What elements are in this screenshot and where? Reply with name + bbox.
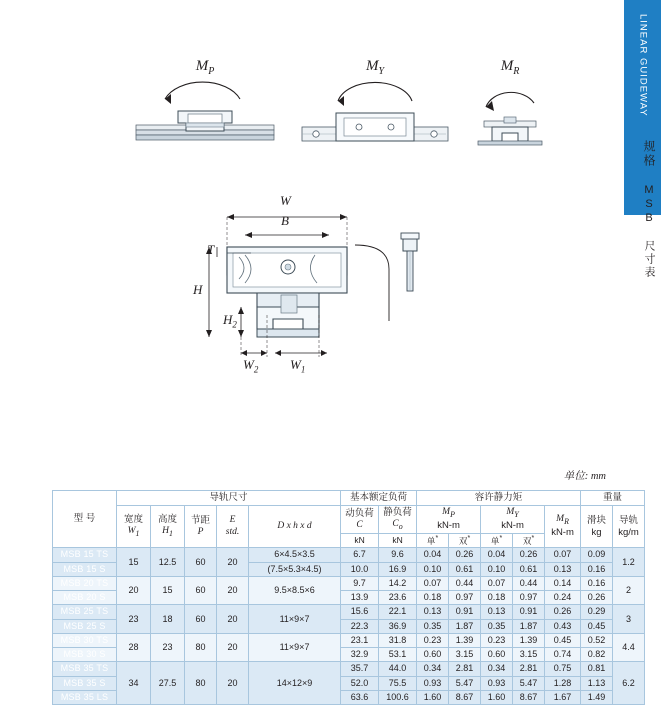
header-sta-unit: kN	[379, 534, 417, 548]
cell-width: 23	[117, 605, 151, 634]
header-static-load: 静负荷 $C_o$	[379, 506, 417, 534]
dim-label-w: W	[280, 193, 291, 208]
cell-my-single: 0.23	[481, 633, 513, 647]
cell-dhd: 11×9×7	[249, 605, 341, 634]
model-label: MSB 35 TS	[53, 662, 117, 676]
cell-width: 28	[117, 633, 151, 662]
cell-estd: 20	[217, 548, 249, 577]
cell-block-weight: 0.16	[581, 562, 613, 576]
cell-sta: 23.6	[379, 591, 417, 605]
cell-width: 20	[117, 576, 151, 605]
cell-pitch: 60	[185, 605, 217, 634]
cell-height: 15	[151, 576, 185, 605]
header-my: $M_Y$ kN-m	[481, 506, 545, 534]
cell-mp-single: 0.18	[417, 591, 449, 605]
dim-label-b: B	[281, 213, 289, 228]
header-mp-single: 单*	[417, 534, 449, 548]
dim-label-h2: $H_2$	[223, 312, 237, 330]
cell-my-single: 0.93	[481, 676, 513, 690]
cell-height: 27.5	[151, 662, 185, 705]
cell-mp-double: 2.81	[449, 662, 481, 676]
cell-rail-weight: 2	[613, 576, 645, 605]
cell-mp-double: 8.67	[449, 690, 481, 704]
cell-mr: 0.43	[545, 619, 581, 633]
cell-mr: 0.24	[545, 591, 581, 605]
cell-block-weight: 0.26	[581, 591, 613, 605]
cell-sta: 36.9	[379, 619, 417, 633]
cell-mp-double: 0.61	[449, 562, 481, 576]
cell-my-double: 5.47	[513, 676, 545, 690]
cell-my-double: 0.97	[513, 591, 545, 605]
model-label: MSB 25 TS	[53, 605, 117, 619]
cell-dhd: 9.5×8.5×6	[249, 576, 341, 605]
cell-mp-double: 0.44	[449, 576, 481, 590]
cell-my-single: 0.18	[481, 591, 513, 605]
spec-table-body	[53, 548, 645, 705]
cell-estd: 20	[217, 633, 249, 662]
table-row	[53, 605, 645, 619]
cell-mr: 1.67	[545, 690, 581, 704]
cell-mp-single: 0.93	[417, 676, 449, 690]
cell-mr: 0.13	[545, 562, 581, 576]
cell-mp-double: 1.87	[449, 619, 481, 633]
side-tab-text: LINEAR GUIDEWAY	[637, 14, 649, 117]
cell-mp-single: 0.34	[417, 662, 449, 676]
model-label: MSB 30 TS	[53, 633, 117, 647]
cell-rail-weight: 6.2	[613, 662, 645, 705]
cell-dyn: 32.9	[341, 648, 379, 662]
dim-label-t: T	[207, 242, 215, 257]
cell-dyn: 63.6	[341, 690, 379, 704]
cell-my-single: 0.10	[481, 562, 513, 576]
cell-mr: 0.26	[545, 605, 581, 619]
cell-rail-weight: 1.2	[613, 548, 645, 577]
model-label: MSB 35 LS	[53, 690, 117, 704]
table-row	[53, 633, 645, 647]
cell-block-weight: 0.09	[581, 548, 613, 562]
cell-mp-double: 5.47	[449, 676, 481, 690]
model-label: MSB 35 S	[53, 676, 117, 690]
moment-diagram-mp	[130, 58, 280, 167]
cell-block-weight: 0.16	[581, 576, 613, 590]
cell-my-double: 0.26	[513, 548, 545, 562]
table-row	[53, 548, 645, 562]
cell-dyn: 35.7	[341, 662, 379, 676]
dim-label-w1: $W_1$	[290, 357, 306, 375]
cell-mp-double: 0.97	[449, 591, 481, 605]
cell-my-double: 1.87	[513, 619, 545, 633]
cell-mp-single: 0.04	[417, 548, 449, 562]
header-weight: 重量	[581, 491, 645, 506]
cell-dyn: 10.0	[341, 562, 379, 576]
dim-label-w2: $W_2$	[243, 357, 259, 375]
cell-height: 12.5	[151, 548, 185, 577]
moment-diagram-my	[300, 58, 450, 167]
header-rail-weight: 导轨 kg/m	[613, 506, 645, 548]
cell-mp-double: 0.26	[449, 548, 481, 562]
cell-sta: 9.6	[379, 548, 417, 562]
moment-mp-drawing	[130, 77, 280, 162]
cell-dyn: 15.6	[341, 605, 379, 619]
cell-pitch: 80	[185, 662, 217, 705]
dimension-drawing-svg	[195, 195, 485, 395]
cell-estd: 20	[217, 662, 249, 705]
header-pitch: 节距 P	[185, 506, 217, 548]
cell-block-weight: 1.49	[581, 690, 613, 704]
moment-my-label: $M_Y$	[365, 58, 385, 77]
table-row	[53, 576, 645, 590]
unit-note: 单位: mm	[563, 471, 606, 482]
cell-mp-single: 0.10	[417, 562, 449, 576]
side-tab-label-line1: 规格	[642, 140, 656, 168]
header-height: 高度 $H_1$	[151, 506, 185, 548]
cell-dyn: 23.1	[341, 633, 379, 647]
cell-sta: 100.6	[379, 690, 417, 704]
spec-table-wrapper	[52, 490, 639, 705]
side-tab-label-line2: MSB 尺寸表	[643, 184, 655, 279]
cell-dyn: 22.3	[341, 619, 379, 633]
cell-mp-double: 0.91	[449, 605, 481, 619]
cell-mp-single: 0.23	[417, 633, 449, 647]
dimension-drawing	[195, 195, 485, 405]
cell-block-weight: 0.82	[581, 648, 613, 662]
cell-mp-single: 0.35	[417, 619, 449, 633]
side-tab-label	[631, 140, 655, 279]
cell-estd: 20	[217, 576, 249, 605]
header-my-single: 单*	[481, 534, 513, 548]
model-label: MSB 30 S	[53, 648, 117, 662]
header-sub-row	[53, 506, 645, 534]
cell-width: 34	[117, 662, 151, 705]
header-e-std: E std.	[217, 506, 249, 548]
dim-label-h: H	[193, 282, 203, 297]
cell-mp-single: 0.60	[417, 648, 449, 662]
header-dynamic-load: 动负荷 C	[341, 506, 379, 534]
cell-mp-double: 3.15	[449, 648, 481, 662]
moment-mp-label: $M_P$	[195, 58, 215, 77]
spec-table	[52, 490, 645, 705]
cell-dhd: (7.5×5.3×4.5)	[249, 562, 341, 576]
cell-pitch: 60	[185, 576, 217, 605]
header-mp: $M_P$ kN-m	[417, 506, 481, 534]
cell-sta: 16.9	[379, 562, 417, 576]
cell-my-double: 0.61	[513, 562, 545, 576]
moment-diagrams	[130, 58, 550, 168]
model-label: MSB 25 S	[53, 619, 117, 633]
cell-dyn: 9.7	[341, 576, 379, 590]
cell-sta: 22.1	[379, 605, 417, 619]
cell-block-weight: 0.81	[581, 662, 613, 676]
header-dhd: D x h x d	[249, 506, 341, 548]
cell-my-single: 0.60	[481, 648, 513, 662]
cell-block-weight: 1.13	[581, 676, 613, 690]
cell-mr: 0.07	[545, 548, 581, 562]
header-mr: $M_R$ kN-m	[545, 506, 581, 548]
cell-my-double: 2.81	[513, 662, 545, 676]
header-rail-dims: 导轨尺寸	[117, 491, 341, 506]
cell-block-weight: 0.45	[581, 619, 613, 633]
cell-estd: 20	[217, 605, 249, 634]
cell-my-double: 0.44	[513, 576, 545, 590]
cell-sta: 44.0	[379, 662, 417, 676]
cell-rail-weight: 4.4	[613, 633, 645, 662]
cell-height: 23	[151, 633, 185, 662]
cell-block-weight: 0.52	[581, 633, 613, 647]
cell-sta: 31.8	[379, 633, 417, 647]
cell-pitch: 60	[185, 548, 217, 577]
moment-mr-label: $M_R$	[500, 58, 520, 77]
spec-table-head	[53, 491, 645, 548]
cell-my-double: 1.39	[513, 633, 545, 647]
model-label: MSB 20 S	[53, 591, 117, 605]
header-mp-double: 双*	[449, 534, 481, 548]
cell-pitch: 80	[185, 633, 217, 662]
cell-my-single: 0.13	[481, 605, 513, 619]
header-model: 型 号	[53, 491, 117, 548]
cell-block-weight: 0.29	[581, 605, 613, 619]
model-label: MSB 15 TS	[53, 548, 117, 562]
cell-mr: 1.28	[545, 676, 581, 690]
cell-dhd: 6×4.5×3.5	[249, 548, 341, 562]
cell-mp-single: 0.13	[417, 605, 449, 619]
header-dyn-unit: kN	[341, 534, 379, 548]
cell-sta: 75.5	[379, 676, 417, 690]
cell-mr: 0.14	[545, 576, 581, 590]
cell-sta: 53.1	[379, 648, 417, 662]
cell-dyn: 13.9	[341, 591, 379, 605]
cell-dyn: 52.0	[341, 676, 379, 690]
cell-mr: 0.74	[545, 648, 581, 662]
header-block-weight: 滑块 kg	[581, 506, 613, 548]
cell-dhd: 11×9×7	[249, 633, 341, 662]
header-static-moment: 容许静力矩	[417, 491, 581, 506]
cell-my-double: 3.15	[513, 648, 545, 662]
cell-height: 18	[151, 605, 185, 634]
cell-my-double: 0.91	[513, 605, 545, 619]
cell-width: 15	[117, 548, 151, 577]
cell-my-single: 0.35	[481, 619, 513, 633]
cell-mr: 0.75	[545, 662, 581, 676]
model-label: MSB 20 TS	[53, 576, 117, 590]
header-group-row	[53, 491, 645, 506]
header-basic-load: 基本额定负荷	[341, 491, 417, 506]
cell-rail-weight: 3	[613, 605, 645, 634]
cell-mr: 0.45	[545, 633, 581, 647]
cell-my-single: 0.07	[481, 576, 513, 590]
header-my-double: 双*	[513, 534, 545, 548]
cell-mp-double: 1.39	[449, 633, 481, 647]
cell-dyn: 6.7	[341, 548, 379, 562]
cell-my-single: 0.04	[481, 548, 513, 562]
cell-my-double: 8.67	[513, 690, 545, 704]
moment-diagram-mr	[470, 58, 550, 167]
cell-my-single: 0.34	[481, 662, 513, 676]
cell-mp-single: 1.60	[417, 690, 449, 704]
cell-mp-single: 0.07	[417, 576, 449, 590]
model-label: MSB 15 S	[53, 562, 117, 576]
cell-dhd: 14×12×9	[249, 662, 341, 705]
moment-mr-drawing	[470, 77, 550, 162]
moment-my-drawing	[300, 77, 450, 162]
header-width: 宽度 $W_1$	[117, 506, 151, 548]
table-row	[53, 662, 645, 676]
cell-my-single: 1.60	[481, 690, 513, 704]
cell-sta: 14.2	[379, 576, 417, 590]
